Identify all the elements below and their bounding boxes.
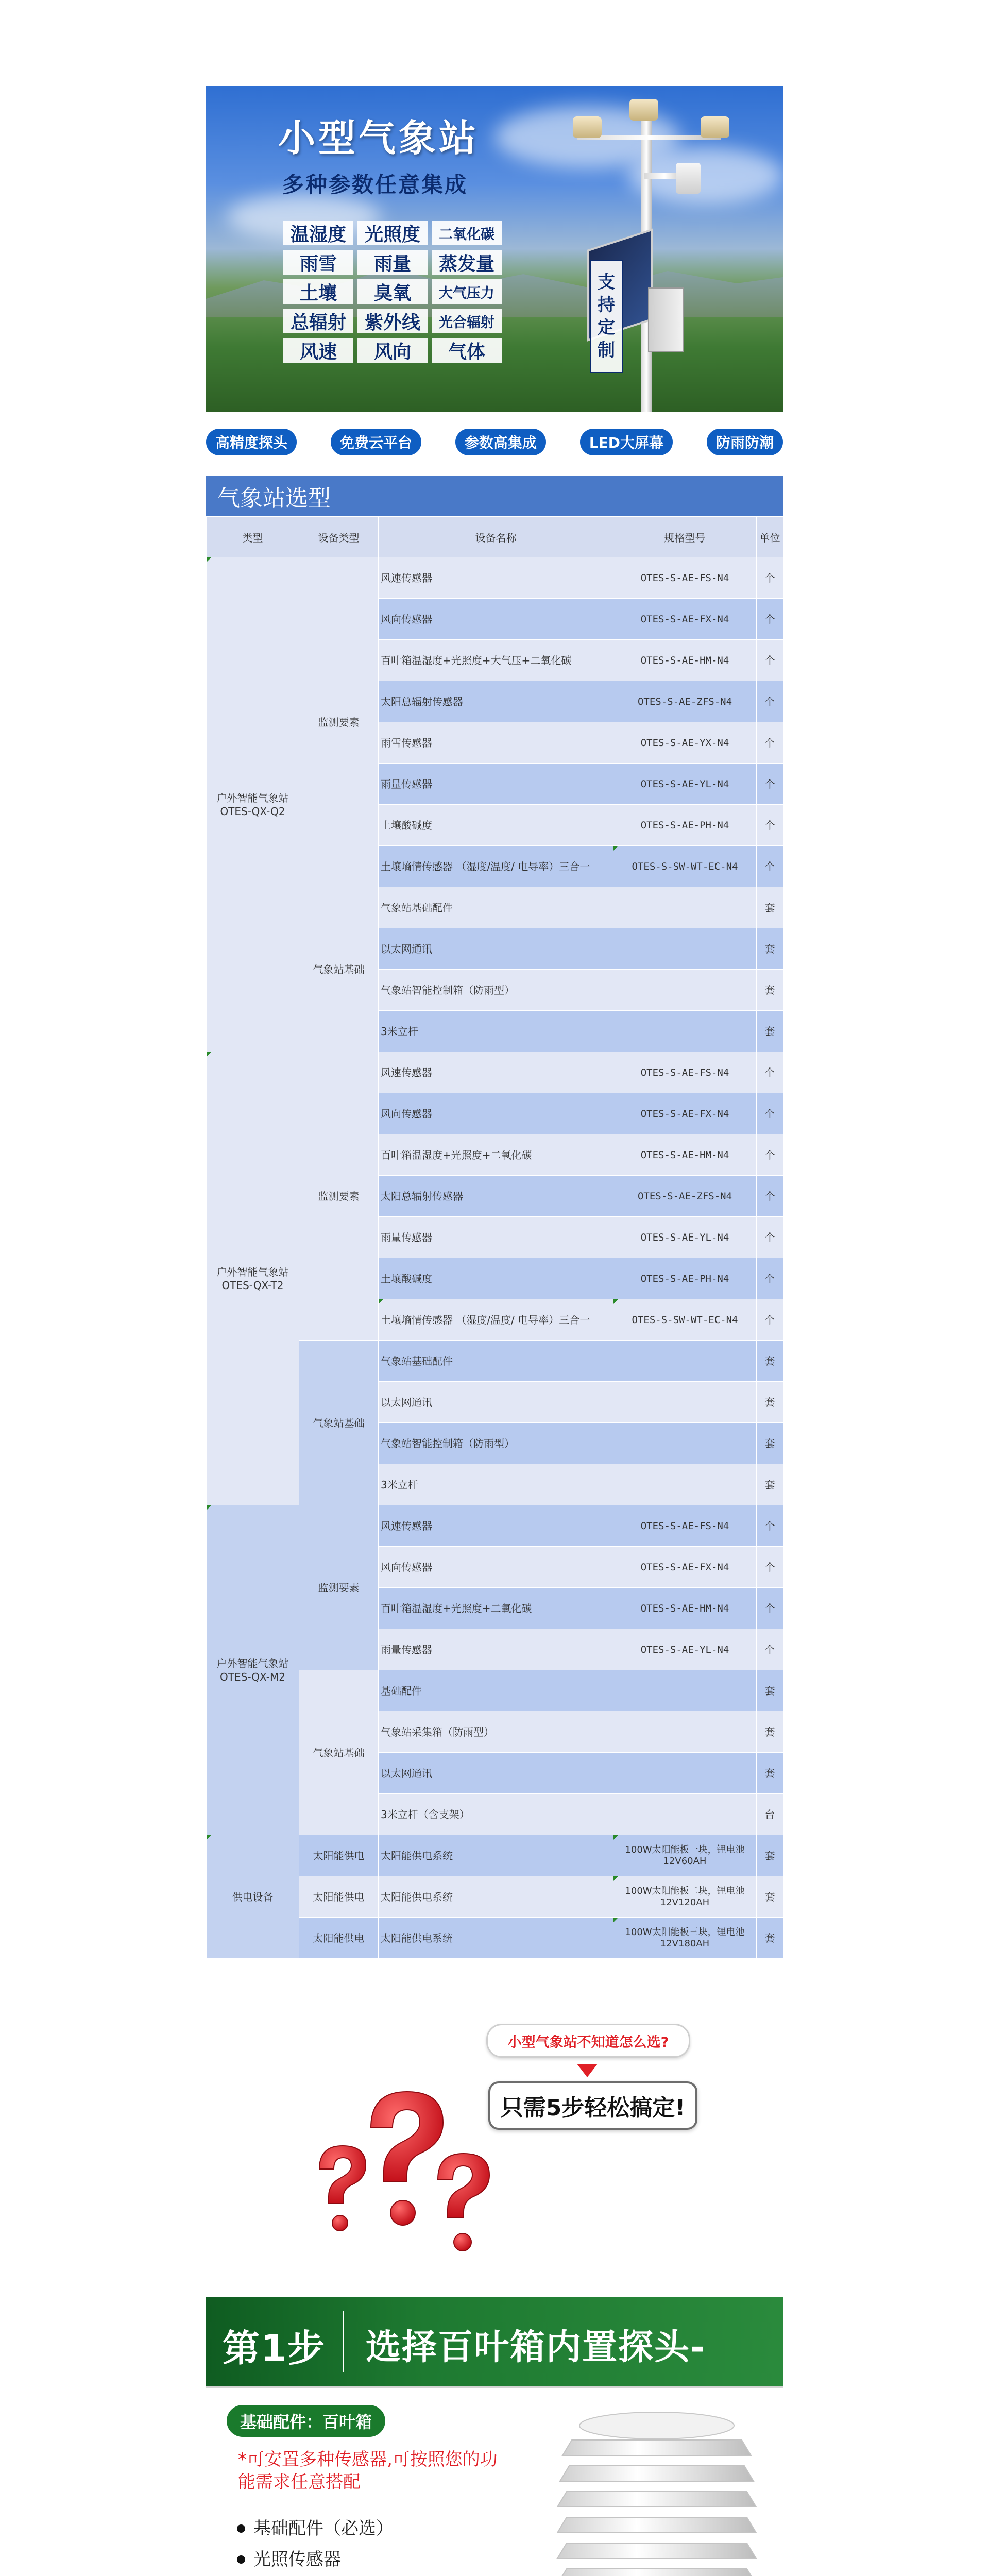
- param-cell: 紫外线: [357, 309, 428, 333]
- device-name-cell: 风向传感器: [379, 1093, 613, 1134]
- device-type-cell: 气象站基础: [299, 1670, 379, 1835]
- device-type-cell: 监测要素: [299, 1505, 379, 1670]
- device-name-cell: 以太网通讯: [379, 1753, 613, 1794]
- model-cell: OTES-S-AE-YL-N4: [613, 1217, 757, 1258]
- wind-direction-sensor-icon: [701, 116, 729, 138]
- list-item: 光照传感器: [233, 2544, 433, 2575]
- device-name-cell: 气象站智能控制箱（防雨型）: [379, 970, 613, 1011]
- device-type-cell: 气象站基础: [299, 887, 379, 1052]
- param-cell: 风向: [357, 338, 428, 363]
- column-header: 设备类型: [299, 517, 379, 557]
- device-name-cell: 3米立杆（含支架）: [379, 1794, 613, 1835]
- param-cell: 总辐射: [283, 309, 353, 333]
- device-name-cell: 雨量传感器: [379, 1217, 613, 1258]
- model-cell: OTES-S-SW-WT-EC-N4: [613, 1299, 757, 1341]
- louver-box-image-icon: [541, 2409, 773, 2576]
- device-name-cell: 基础配件: [379, 1670, 613, 1711]
- answer-bubble: 只需5步轻松搞定!: [488, 2081, 697, 2130]
- unit-cell: 个: [757, 640, 783, 681]
- model-cell: [613, 1753, 757, 1794]
- unit-cell: 个: [757, 1134, 783, 1176]
- unit-cell: 套: [757, 1423, 783, 1464]
- param-cell: 光合辐射: [432, 309, 502, 333]
- unit-cell: 台: [757, 1794, 783, 1835]
- unit-cell: 套: [757, 1918, 783, 1959]
- model-cell: OTES-S-AE-FS-N4: [613, 557, 757, 599]
- model-cell: OTES-S-AE-PH-N4: [613, 805, 757, 846]
- model-cell: [613, 1670, 757, 1711]
- sensor-list-left: [233, 2513, 433, 2576]
- unit-cell: 个: [757, 1258, 783, 1299]
- step-banner: [206, 2297, 783, 2386]
- param-cell: 蒸发量: [432, 250, 502, 275]
- feature-pill: 高精度探头: [206, 429, 297, 455]
- model-cell: OTES-S-AE-PH-N4: [613, 1258, 757, 1299]
- list-item: 基础配件（必选）: [233, 2513, 433, 2544]
- hero-title: 小型气象站: [278, 116, 480, 160]
- model-cell: 100W太阳能板一块，锂电池12V60AH: [613, 1835, 757, 1876]
- unit-cell: 个: [757, 1505, 783, 1547]
- unit-cell: 个: [757, 1217, 783, 1258]
- feature-pill: LED大屏幕: [580, 429, 673, 455]
- unit-cell: 个: [757, 557, 783, 599]
- device-type-cell: 气象站基础: [299, 1341, 379, 1505]
- unit-cell: 个: [757, 599, 783, 640]
- device-name-cell: 气象站智能控制箱（防雨型）: [379, 1423, 613, 1464]
- wind-speed-sensor-icon: [573, 116, 602, 138]
- unit-cell: 个: [757, 1588, 783, 1629]
- unit-cell: 个: [757, 846, 783, 887]
- device-type-cell: 太阳能供电: [299, 1918, 379, 1959]
- model-cell: OTES-S-AE-YL-N4: [613, 764, 757, 805]
- feature-pills: [206, 429, 783, 455]
- question-bubble: 小型气象站不知道怎么选?: [486, 2024, 690, 2058]
- model-cell: OTES-S-AE-YX-N4: [613, 722, 757, 764]
- arrow-down-icon: [577, 2064, 598, 2077]
- model-cell: OTES-S-AE-ZFS-N4: [613, 1176, 757, 1217]
- device-name-cell: 风向传感器: [379, 599, 613, 640]
- model-cell: OTES-S-AE-FX-N4: [613, 599, 757, 640]
- unit-cell: 个: [757, 805, 783, 846]
- hero-subtitle: 多种参数任意集成: [282, 172, 468, 197]
- device-name-cell: 风速传感器: [379, 1505, 613, 1547]
- device-name-cell: 雨量传感器: [379, 764, 613, 805]
- selection-table: [206, 516, 783, 1959]
- unit-cell: 个: [757, 722, 783, 764]
- model-cell: [613, 1794, 757, 1835]
- unit-cell: 个: [757, 764, 783, 805]
- type-cell: 户外智能气象站 OTES-QX-T2: [207, 1052, 299, 1505]
- param-cell: 大气压力: [432, 279, 502, 304]
- column-header: 单位: [757, 517, 783, 557]
- column-header: 规格型号: [613, 517, 757, 557]
- step-divider: [343, 2311, 344, 2372]
- model-cell: OTES-S-AE-FS-N4: [613, 1052, 757, 1093]
- param-cell: 臭氧: [357, 279, 428, 304]
- feature-pill: 免费云平台: [331, 429, 421, 455]
- model-cell: OTES-S-AE-FX-N4: [613, 1093, 757, 1134]
- unit-cell: 套: [757, 1753, 783, 1794]
- unit-cell: 套: [757, 1711, 783, 1753]
- device-name-cell: 风速传感器: [379, 557, 613, 599]
- device-name-cell: 土壤墒情传感器 （湿度/温度/ 电导率）三合一: [379, 1299, 613, 1341]
- type-cell: 供电设备: [207, 1835, 299, 1959]
- unit-cell: 套: [757, 1876, 783, 1918]
- param-cell: 雨雪: [283, 250, 353, 275]
- control-cabinet-icon: [648, 287, 684, 352]
- model-cell: [613, 928, 757, 970]
- type-cell: 户外智能气象站 OTES-QX-Q2: [207, 557, 299, 1052]
- base-accessory-pill: 基础配件：百叶箱: [227, 2405, 385, 2437]
- device-name-cell: 太阳总辐射传感器: [379, 681, 613, 722]
- device-name-cell: 气象站采集箱（防雨型）: [379, 1711, 613, 1753]
- device-name-cell: 土壤酸碱度: [379, 1258, 613, 1299]
- device-name-cell: 雨量传感器: [379, 1629, 613, 1670]
- step-underline: [206, 2386, 783, 2388]
- sensor-head-icon: [629, 99, 658, 121]
- model-cell: OTES-S-SW-WT-EC-N4: [613, 846, 757, 887]
- param-cell: 二氧化碳: [432, 221, 502, 245]
- model-cell: OTES-S-AE-YL-N4: [613, 1629, 757, 1670]
- param-cell: 气体: [432, 338, 502, 363]
- feature-pill: 防雨防潮: [707, 429, 783, 455]
- feature-pill: 参数高集成: [455, 429, 546, 455]
- model-cell: OTES-S-AE-FS-N4: [613, 1505, 757, 1547]
- model-cell: OTES-S-AE-FX-N4: [613, 1547, 757, 1588]
- param-cell: 温湿度: [283, 221, 353, 245]
- sensor-note: *可安置多种传感器,可按照您的功能需求任意搭配: [238, 2449, 498, 2493]
- param-cell: 风速: [283, 338, 353, 363]
- unit-cell: 套: [757, 887, 783, 928]
- device-type-cell: 太阳能供电: [299, 1876, 379, 1918]
- selection-table-title: 气象站选型: [206, 476, 783, 516]
- device-name-cell: 雨雪传感器: [379, 722, 613, 764]
- device-name-cell: 风速传感器: [379, 1052, 613, 1093]
- device-name-cell: 太阳总辐射传感器: [379, 1176, 613, 1217]
- model-cell: 100W太阳能板二块，锂电池12V120AH: [613, 1876, 757, 1918]
- device-name-cell: 太阳能供电系统: [379, 1835, 613, 1876]
- model-cell: OTES-S-AE-HM-N4: [613, 1588, 757, 1629]
- device-name-cell: 百叶箱温湿度+光照度+二氧化碳: [379, 1134, 613, 1176]
- support-custom-badge: 支持定制: [590, 260, 623, 373]
- unit-cell: 个: [757, 1629, 783, 1670]
- model-cell: [613, 970, 757, 1011]
- table-row: [207, 557, 783, 599]
- column-header: 设备名称: [379, 517, 613, 557]
- type-cell: 户外智能气象站 OTES-QX-M2: [207, 1505, 299, 1835]
- unit-cell: 套: [757, 1464, 783, 1505]
- model-cell: [613, 887, 757, 928]
- column-header: 类型: [207, 517, 299, 557]
- table-row: [207, 1505, 783, 1547]
- unit-cell: 套: [757, 1382, 783, 1423]
- unit-cell: 套: [757, 928, 783, 970]
- unit-cell: 套: [757, 1835, 783, 1876]
- louver-box-icon: [676, 163, 701, 194]
- device-name-cell: 土壤墒情传感器 （湿度/温度/ 电导率）三合一: [379, 846, 613, 887]
- model-cell: OTES-S-AE-ZFS-N4: [613, 681, 757, 722]
- device-name-cell: 气象站基础配件: [379, 887, 613, 928]
- param-cell: 雨量: [357, 250, 428, 275]
- model-cell: OTES-S-AE-HM-N4: [613, 1134, 757, 1176]
- step-label: 第1步: [223, 2327, 326, 2370]
- device-name-cell: 土壤酸碱度: [379, 805, 613, 846]
- model-cell: [613, 1423, 757, 1464]
- unit-cell: 套: [757, 1341, 783, 1382]
- unit-cell: 套: [757, 1011, 783, 1052]
- unit-cell: 套: [757, 1670, 783, 1711]
- device-name-cell: 风向传感器: [379, 1547, 613, 1588]
- unit-cell: 个: [757, 1547, 783, 1588]
- hero-banner: [206, 86, 783, 412]
- unit-cell: 套: [757, 970, 783, 1011]
- device-name-cell: 3米立杆: [379, 1011, 613, 1052]
- param-cell: 光照度: [357, 221, 428, 245]
- device-name-cell: 以太网通讯: [379, 1382, 613, 1423]
- unit-cell: 个: [757, 1176, 783, 1217]
- table-row: [207, 1052, 783, 1093]
- device-type-cell: 监测要素: [299, 557, 379, 887]
- device-name-cell: 气象站基础配件: [379, 1341, 613, 1382]
- parameter-grid: [283, 221, 500, 363]
- device-name-cell: 太阳能供电系统: [379, 1876, 613, 1918]
- table-header-row: [207, 517, 783, 557]
- model-cell: [613, 1011, 757, 1052]
- device-name-cell: 太阳能供电系统: [379, 1918, 613, 1959]
- model-cell: [613, 1464, 757, 1505]
- model-cell: OTES-S-AE-HM-N4: [613, 640, 757, 681]
- device-type-cell: 监测要素: [299, 1052, 379, 1341]
- device-name-cell: 以太网通讯: [379, 928, 613, 970]
- device-name-cell: 百叶箱温湿度+光照度+二氧化碳: [379, 1588, 613, 1629]
- unit-cell: 个: [757, 1093, 783, 1134]
- device-name-cell: 百叶箱温湿度+光照度+大气压+二氧化碳: [379, 640, 613, 681]
- table-row: [207, 1835, 783, 1876]
- unit-cell: 个: [757, 1299, 783, 1341]
- model-cell: [613, 1711, 757, 1753]
- step-title: 选择百叶箱内置探头-: [366, 2327, 706, 2368]
- unit-cell: 个: [757, 681, 783, 722]
- device-type-cell: 太阳能供电: [299, 1835, 379, 1876]
- model-cell: [613, 1382, 757, 1423]
- param-cell: 土壤: [283, 279, 353, 304]
- device-name-cell: 3米立杆: [379, 1464, 613, 1505]
- model-cell: 100W太阳能板三块，锂电池12V180AH: [613, 1918, 757, 1959]
- model-cell: [613, 1341, 757, 1382]
- unit-cell: 个: [757, 1052, 783, 1093]
